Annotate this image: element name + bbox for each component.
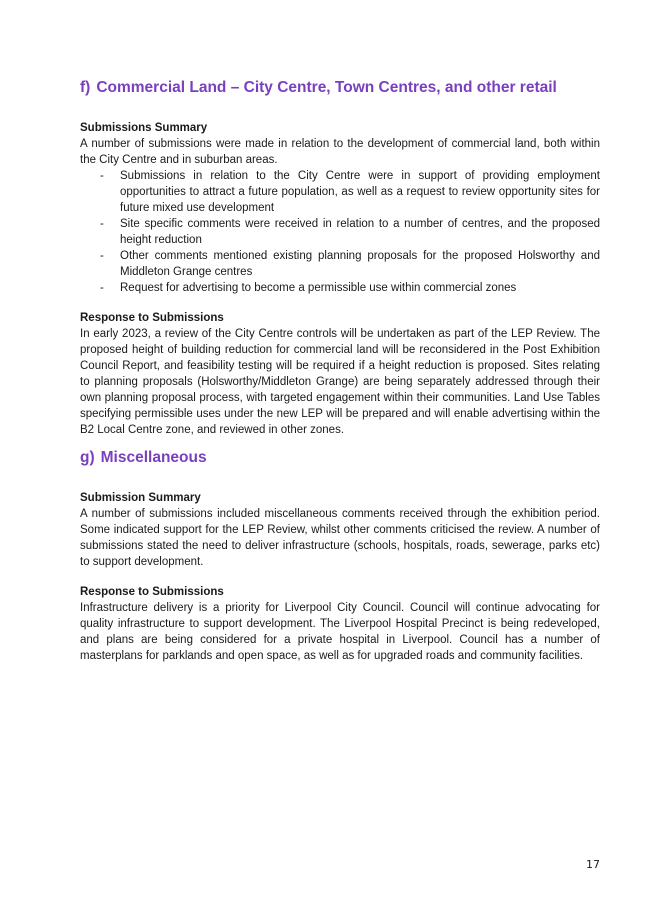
list-item (80, 168, 600, 216)
section-f-response-text: In early 2023, a review of the City Centre controls will be undertaken as part of the LEP Review. The proposed height of building reduction for commercial land will be reconsidered in the Post Exhibition Council Report, and feasibility testing will be required if a height reduction is proposed. Sites relating to planning proposals (Holsworthy/Middleton Grange) are being separately addressed through their own planning proposal process, with targeted engagement within their communities. Land Use Tables specifying permissible uses under the new LEP will be prepared and will enable advertising within the B2 Local Centre zone, and reviewed in other zones. (80, 328, 600, 436)
section-f-bullet-list (80, 168, 600, 296)
section-g-marker: g) (80, 449, 95, 466)
section-f-title: Commercial Land – City Centre, Town Centres, and other retail (96, 79, 557, 96)
section-f-marker: f) (80, 79, 91, 96)
section-f-summary-heading: Submissions Summary (80, 122, 208, 134)
bullet-dash: - (100, 250, 104, 262)
section-f-heading (80, 78, 600, 98)
section-g-summary-heading: Submission Summary (80, 492, 201, 504)
section-g-response-heading: Response to Submissions (80, 586, 224, 598)
bullet-dash: - (100, 170, 104, 182)
bullet-text: Submissions in relation to the City Centre were in support of providing employment opportunities to attract a future population, as well as a request to review opportunity sites for future mixed use development (120, 170, 600, 214)
list-item (80, 216, 600, 248)
section-g-response-text: Infrastructure delivery is a priority for Liverpool City Council. Council will continue advocating for quality infrastructure to support development. The Liverpool Hospital Precinct is being redeveloped, and plans are being considered for a private hospital in Liverpool. Council has a number of masterplans for parklands and open space, as well as for upgraded roads and community facilities. (80, 602, 600, 662)
bullet-text: Other comments mentioned existing planning proposals for the proposed Holsworthy and Middleton Grange centres (120, 250, 600, 278)
bullet-dash: - (100, 218, 104, 230)
list-item (80, 280, 600, 296)
page-number: 17 (586, 858, 600, 871)
page-content (80, 78, 600, 664)
section-f-summary-intro: A number of submissions were made in relation to the development of commercial land, both within the City Centre and in suburban areas. (80, 138, 600, 166)
section-g-title: Miscellaneous (100, 449, 207, 466)
section-g-summary-text: A number of submissions included miscellaneous comments received through the exhibition period. Some indicated support for the LEP Review, whilst other comments criticised the review. A number of submissions stated the need to deliver infrastructure (schools, hospitals, roads, sewerage, parks etc) to support development. (80, 508, 600, 568)
section-f-response-heading: Response to Submissions (80, 312, 224, 324)
bullet-text: Request for advertising to become a permissible use within commercial zones (120, 282, 517, 294)
bullet-text: Site specific comments were received in relation to a number of centres, and the proposed height reduction (120, 218, 600, 246)
section-g-heading (80, 448, 600, 468)
bullet-dash: - (100, 282, 104, 294)
list-item (80, 248, 600, 280)
